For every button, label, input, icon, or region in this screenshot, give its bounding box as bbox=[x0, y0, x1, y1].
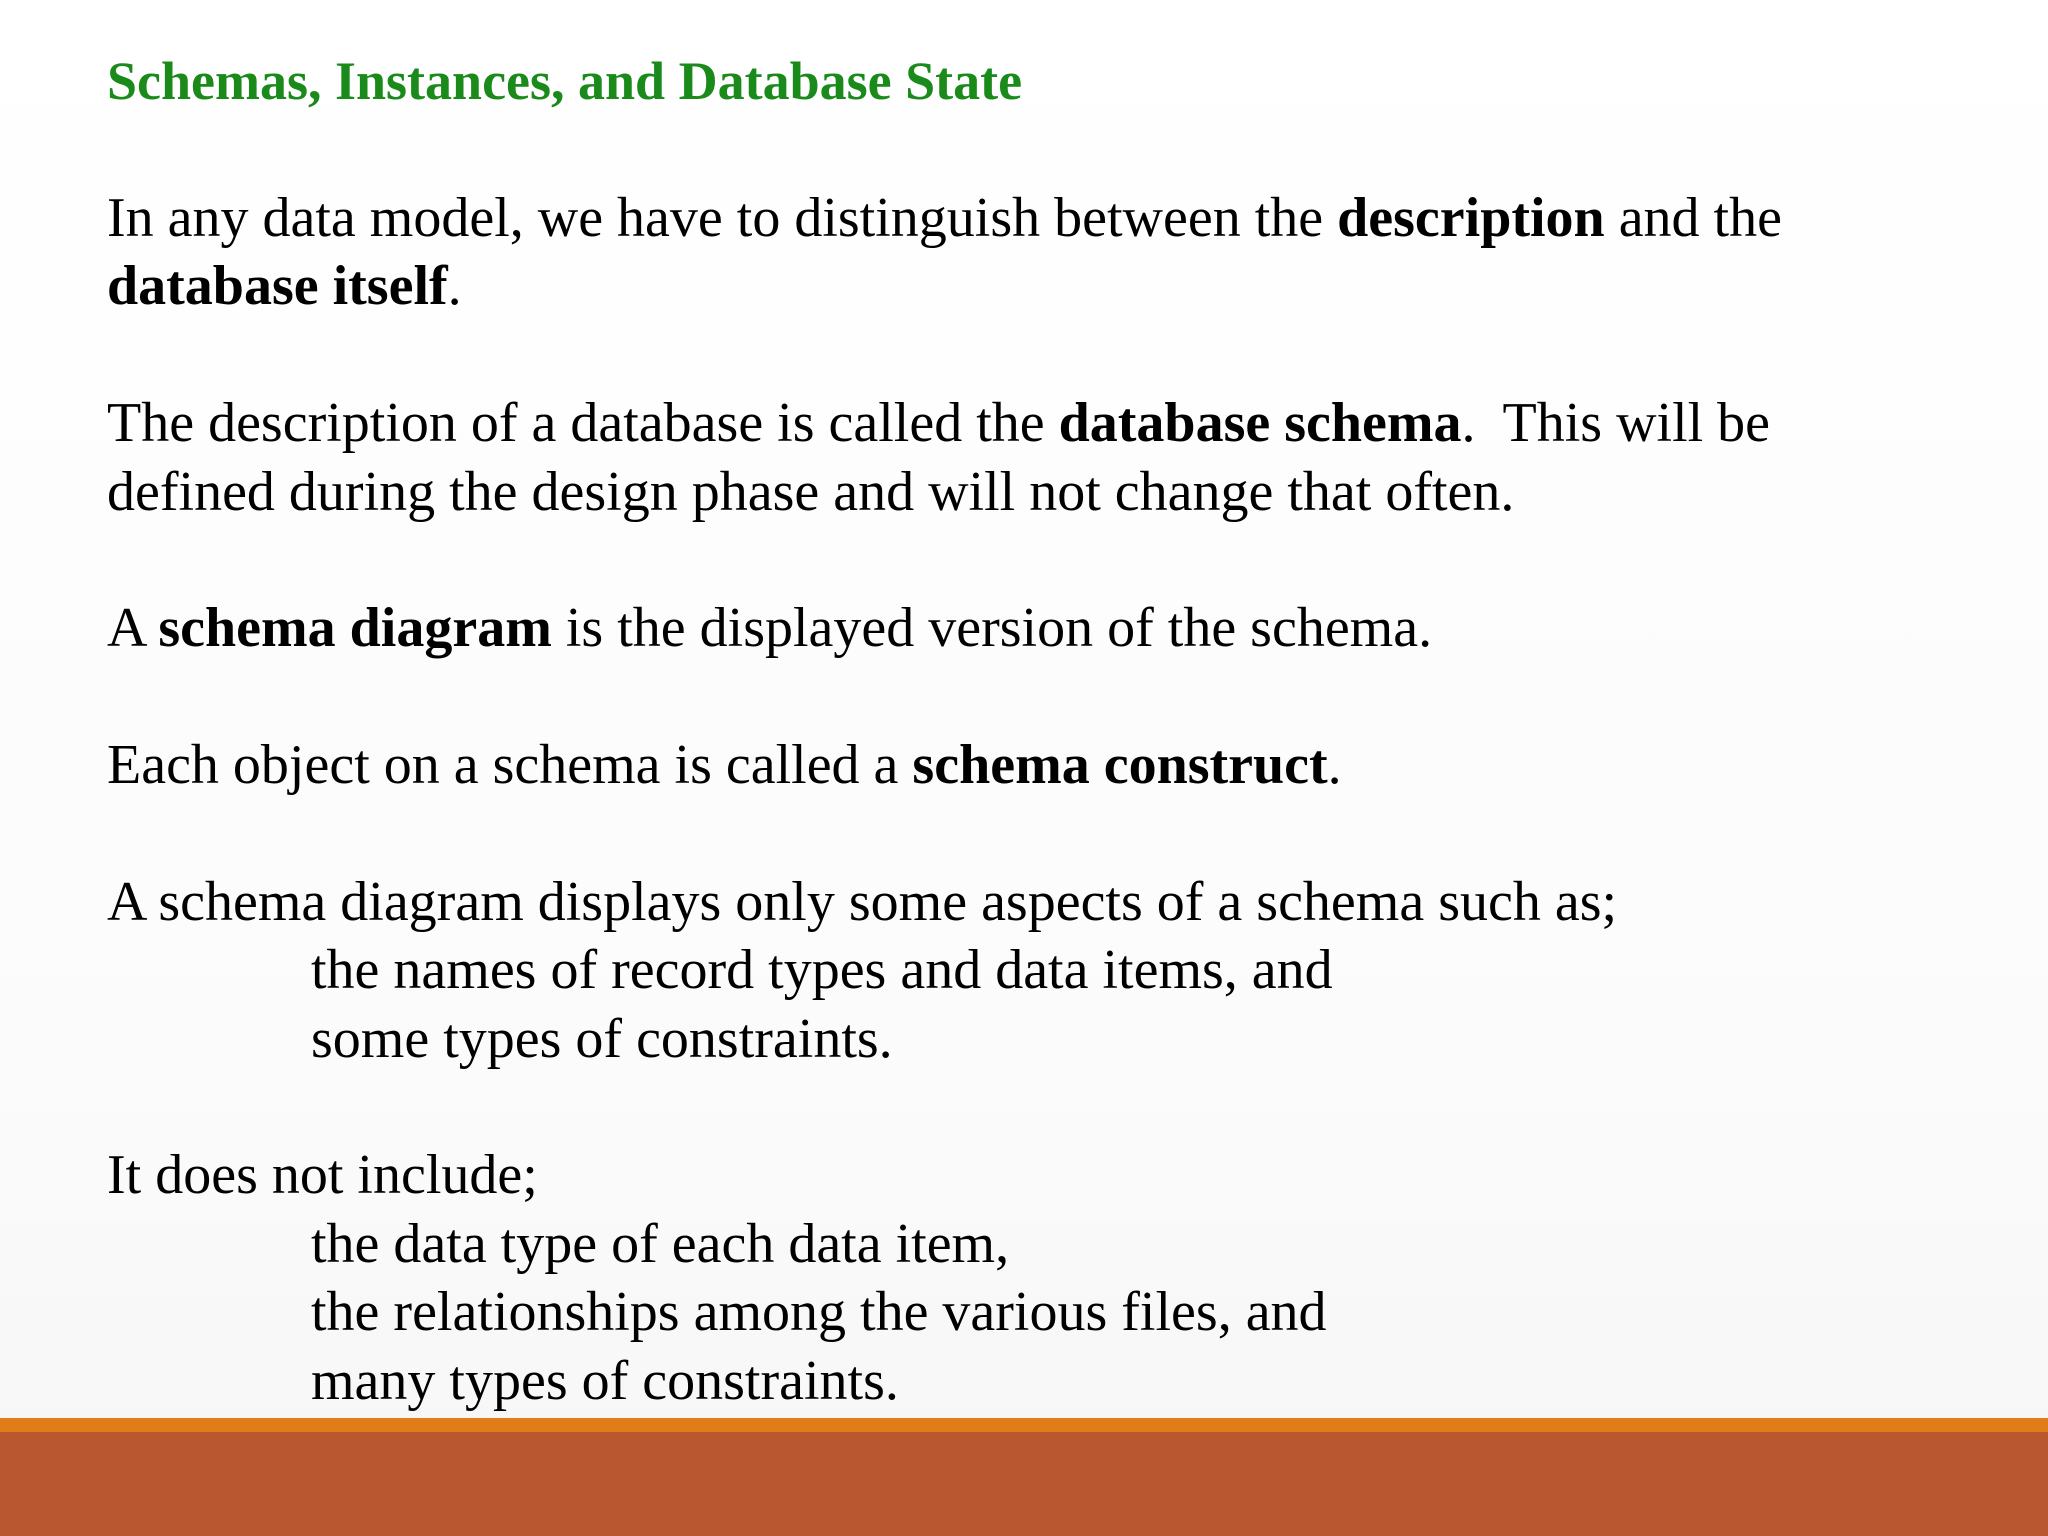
spacer bbox=[107, 526, 1987, 594]
footer-accent-bar bbox=[0, 1418, 2048, 1432]
paragraph-1-line-1 bbox=[107, 184, 1987, 252]
bold-term-database-itself: database itself bbox=[107, 255, 448, 318]
text-span: . bbox=[1327, 734, 1342, 797]
text-span: In any data model, we have to distinguish between the bbox=[107, 187, 1338, 249]
text-span: is the displayed version of the schema. bbox=[551, 597, 1433, 660]
list-item: the data type of each data item, bbox=[311, 1212, 1010, 1275]
bold-term-description: description bbox=[1337, 187, 1605, 249]
paragraph-6-line-1 bbox=[107, 1141, 1987, 1209]
text-span: and the bbox=[1604, 187, 1782, 249]
list-item: some types of constraints. bbox=[311, 1007, 893, 1070]
spacer bbox=[107, 321, 1987, 389]
bold-term-database-schema: database schema bbox=[1058, 392, 1462, 455]
paragraph-1-line-2 bbox=[107, 252, 1987, 320]
paragraph-2-line-1 bbox=[107, 389, 1987, 457]
slide-body bbox=[107, 184, 1987, 1415]
list-item: many types of constraints. bbox=[311, 1349, 899, 1412]
spacer bbox=[107, 800, 1987, 868]
list-item: the relationships among the various files, and bbox=[311, 1281, 1327, 1344]
spacer bbox=[107, 663, 1987, 731]
text-span: . bbox=[447, 255, 462, 318]
spacer bbox=[107, 1073, 1987, 1141]
paragraph-5-line-1 bbox=[107, 868, 1987, 936]
bold-term-schema-construct: schema construct bbox=[912, 734, 1328, 797]
text-span: The description of a database is called the bbox=[107, 392, 1059, 455]
text-span: Each object on a schema is called a bbox=[107, 734, 913, 797]
text-span: . This will be bbox=[1461, 392, 1771, 455]
text-span: defined during the design phase and will not change that often. bbox=[107, 460, 1515, 523]
paragraph-4-line-1 bbox=[107, 731, 1987, 799]
footer-band bbox=[0, 1432, 2048, 1536]
text-span: It does not include; bbox=[107, 1144, 538, 1207]
list-item: the names of record types and data items, and bbox=[311, 939, 1333, 1002]
text-span: A schema diagram displays only some aspects of a schema such as; bbox=[107, 870, 1618, 933]
text-span: A bbox=[107, 597, 159, 660]
paragraph-2-line-2 bbox=[107, 458, 1987, 526]
bold-term-schema-diagram: schema diagram bbox=[158, 597, 552, 660]
slide-title: Schemas, Instances, and Database State bbox=[107, 51, 1023, 111]
paragraph-3-line-1 bbox=[107, 594, 1987, 662]
